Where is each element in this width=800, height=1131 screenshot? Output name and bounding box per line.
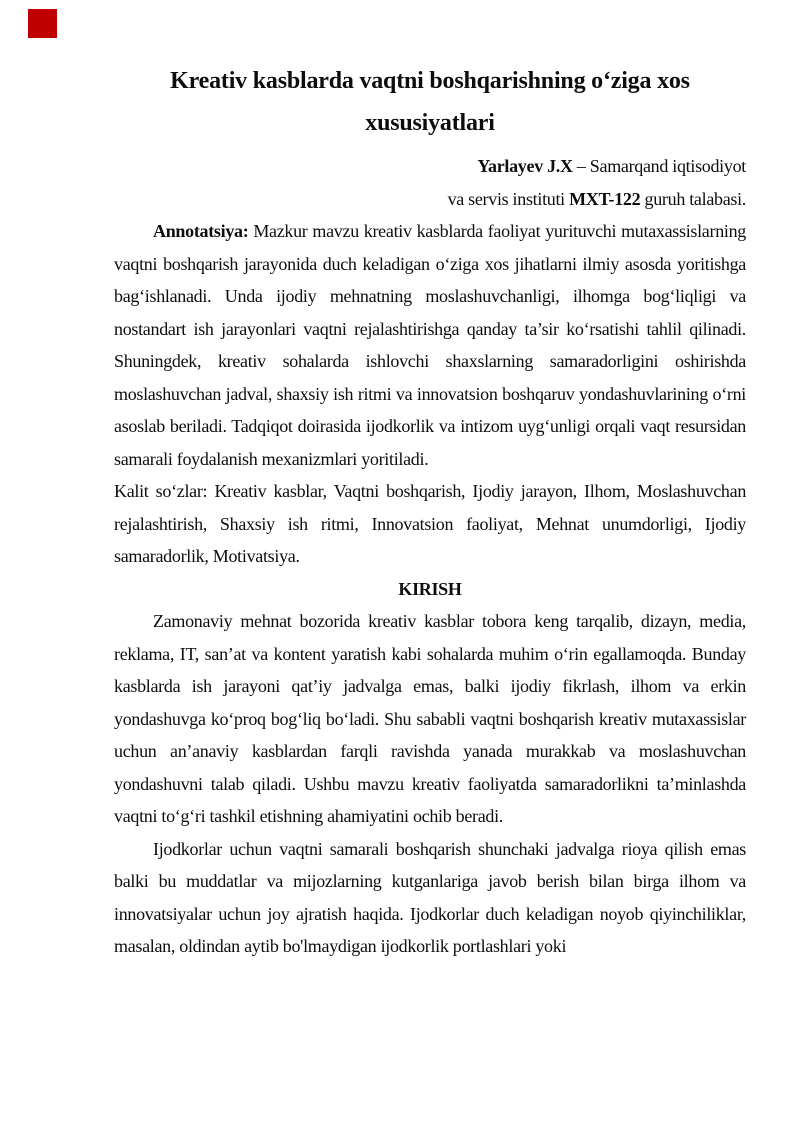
red-marker bbox=[28, 9, 57, 38]
keywords-label: Kalit soʻzlar: bbox=[114, 481, 208, 501]
byline-affiliation-end: va servis instituti bbox=[447, 188, 570, 209]
author-name: Yarlayev J.X bbox=[477, 156, 573, 176]
document-title: Kreativ kasblarda vaqtni boshqarishning oʻziga xos xususiyatlari bbox=[170, 68, 690, 136]
byline-affiliation-start: – Samarqand iqtisodiyot bbox=[572, 156, 746, 176]
annotation-paragraph bbox=[114, 215, 746, 475]
keywords-paragraph bbox=[114, 475, 746, 573]
intro-paragraph-2: Ijodkorlar uchun vaqtni samarali boshqarish shunchaki jadvalga rioya qilish emas balki bu muddatlar va mijozlarning kutganlariga javob berish bilan birga ilhom va innovatsiyalar uchun joy ajratish haqida. Ijodkorlar duch keladigan noyob qiyinchiliklar, masalan, oldindan aytib bo'lmaydigan ijodkorlik portlashlari yoki bbox=[114, 838, 746, 956]
intro-paragraph-1: Zamonaviy mehnat bozorida kreativ kasblar tobora keng tarqalib, dizayn, media, reklama, IT, san’at va kontent yaratish kabi sohalarda muhim oʻrin egallamoqda. Bunday kasblarda ish jarayoni qat’iy jadvalga emas, balki ijodiy fikrlash, ilhom va erkin yondashuvga koʻproq bogʻliq boʻladi. Shu sababli vaqtni boshqarish kreativ mutaxassislar uchun an’anaviy kasblardan farqli ravishda yanada murakkab va moslashuvchan yondashuvni talab qiladi. Ushbu mavzu kreativ faoliyatda samaradorlikni ta’minlashda vaqtni toʻgʻri tashkil etishning ahamiyatini ochib beradi. bbox=[114, 611, 746, 826]
annotation-text: Mazkur mavzu kreativ kasblarda faoliyat yurituvchi mutaxassislarning vaqtni boshqarish jarayonida duch keladigan oʻziga xos jihatlarni ilmiy asosda yoritishga bagʻishlanadi. Unda ijodiy mehnatning moslashuvchanligi, ilhomga bogʻliqligi va nostandart ish jarayonlari vaqtni rejalashtirishga qanday ta’sir koʻrsatishi tahlil qilinadi. Shuningdek, kreativ sohalarda ishlovchi shaxslarning samaradorligini oshirishda moslashuvchan jadval, shaxsiy ish ritmi va innovatsion boshqaruv yondashuvlarining oʻrni asoslab beriladi. Tadqiqot doirasida ijodkorlik va intizom uygʻunligi orqali vaqt resursidan samarali foydalanish mexanizmlari yoritiladi. bbox=[114, 221, 746, 469]
author-byline bbox=[114, 150, 746, 215]
byline-line-2 bbox=[114, 183, 746, 216]
byline-line-1 bbox=[114, 150, 746, 183]
byline-student-suffix: guruh talabasi. bbox=[640, 188, 746, 209]
annotation-label: Annotatsiya: bbox=[153, 221, 249, 241]
group-code: MXT-122 bbox=[569, 188, 641, 209]
section-heading-kirish: KIRISH bbox=[398, 578, 462, 599]
keywords-text: Kreativ kasblar, Vaqtni boshqarish, Ijodiy jarayon, Ilhom, Moslashuvchan rejalashtirish, Shaxsiy ish ritmi, Innovatsion faoliyat, Mehnat unumdorligi, Ijodiy samaradorlik, Motivatsiya. bbox=[114, 481, 747, 566]
